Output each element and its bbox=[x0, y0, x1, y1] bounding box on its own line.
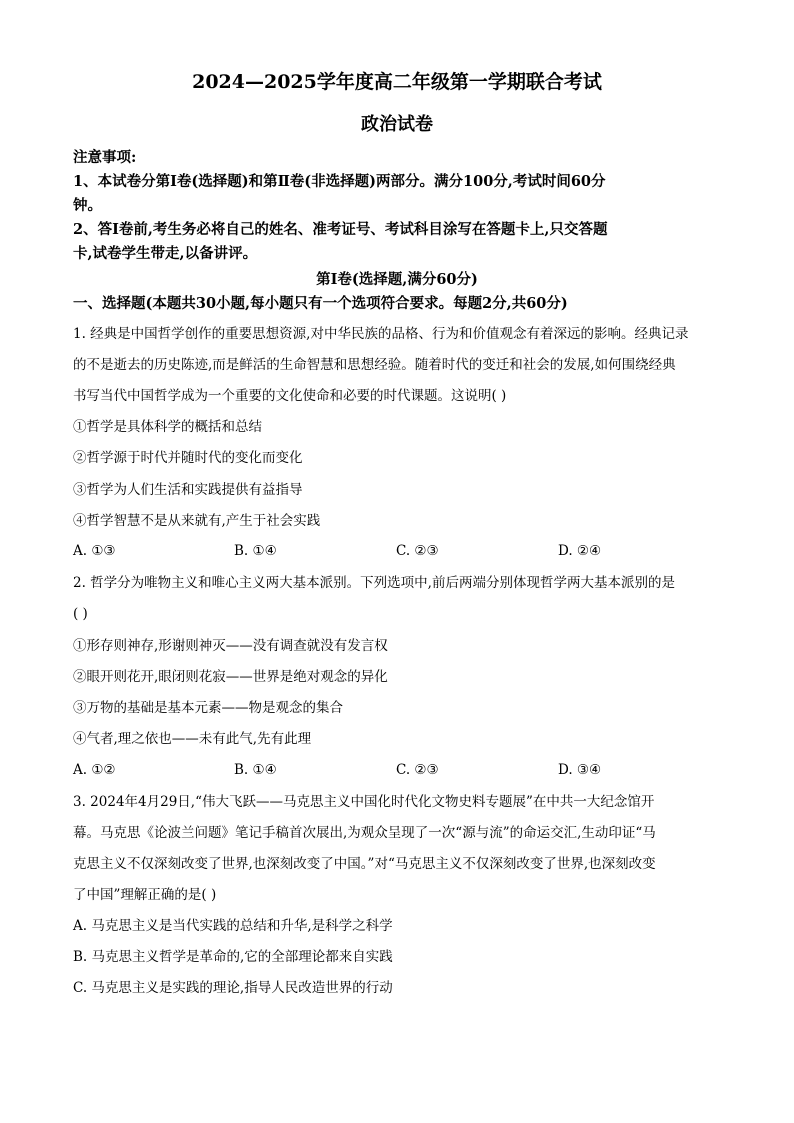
notice-item-2: 2、答Ⅰ卷前,考生务必将自己的姓名、准考证号、考试科目涂写在答题卡上,只交答题 bbox=[73, 221, 608, 238]
q2-option-d: D. ③④ bbox=[558, 762, 602, 778]
q1-option-a: A. ①③ bbox=[73, 543, 116, 559]
section-instructions: 一、选择题(本题共30小题,每小题只有一个选项符合要求。每题2分,共60分) bbox=[73, 295, 568, 312]
notice-item-2-cont: 卡,试卷学生带走,以备讲评。 bbox=[73, 245, 258, 262]
notice-item-1: 1、本试卷分第Ⅰ卷(选择题)和第Ⅱ卷(非选择题)两部分。满分100分,考试时间60分 bbox=[73, 173, 606, 190]
q1-option-d: D. ②④ bbox=[558, 543, 602, 559]
q1-stem-line1: 1. 经典是中国哲学创作的重要思想资源,对中华民族的品格、行为和价值观念有着深远的影响。经典记录 bbox=[73, 326, 689, 342]
q3-option-b: B. 马克思主义哲学是革命的,它的全部理论都来自实践 bbox=[73, 949, 393, 965]
q3-option-a: A. 马克思主义是当代实践的总结和升华,是科学之科学 bbox=[73, 918, 393, 934]
q1-statement-2: ②哲学源于时代并随时代的变化而变化 bbox=[73, 450, 303, 466]
q1-statement-3: ③哲学为人们生活和实践提供有益指导 bbox=[73, 482, 303, 498]
q1-stem-line3: 书写当代中国哲学成为一个重要的文化使命和必要的时代课题。这说明( ) bbox=[73, 388, 507, 404]
q3-stem-line3: 克思主义不仅深刻改变了世界,也深刻改变了中国。”对“马克思主义不仅深刻改变了世界,也深刻改变 bbox=[73, 856, 656, 872]
exam-subject: 政治试卷 bbox=[361, 114, 433, 135]
q2-option-b: B. ①④ bbox=[234, 762, 277, 778]
q3-stem-line1: 3. 2024年4月29日,“伟大飞跃——马克思主义中国化时代化文物史料专题展”在中共一大纪念馆开 bbox=[73, 794, 655, 810]
q3-option-c: C. 马克思主义是实践的理论,指导人民改造世界的行动 bbox=[73, 980, 393, 996]
q3-stem-line4: 了中国”理解正确的是( ) bbox=[73, 887, 217, 903]
q1-statement-4: ④哲学智慧不是从来就有,产生于社会实践 bbox=[73, 513, 321, 529]
q1-option-c: C. ②③ bbox=[396, 543, 439, 559]
q2-statement-3: ③万物的基础是基本元素——物是观念的集合 bbox=[73, 700, 343, 716]
notice-heading: 注意事项: bbox=[73, 149, 137, 166]
q2-statement-4: ④气者,理之依也——未有此气,先有此理 bbox=[73, 731, 312, 747]
q2-stem-line1: 2. 哲学分为唯物主义和唯心主义两大基本派别。下列选项中,前后两端分别体现哲学两大基本派别的是 bbox=[73, 575, 675, 591]
notice-item-1-cont: 钟。 bbox=[73, 197, 102, 214]
q2-statement-1: ①形存则神存,形谢则神灭——没有调查就没有发言权 bbox=[73, 638, 388, 654]
exam-title: 2024—2025学年度高二年级第一学期联合考试 bbox=[192, 71, 602, 93]
q2-option-a: A. ①② bbox=[73, 762, 116, 778]
q1-stem-line2: 的不是逝去的历史陈迹,而是鲜活的生命智慧和思想经验。随着时代的变迁和社会的发展,如何围绕经典 bbox=[73, 357, 676, 373]
q1-statement-1: ①哲学是具体科学的概括和总结 bbox=[73, 419, 262, 435]
q2-statement-2: ②眼开则花开,眼闭则花寂——世界是绝对观念的异化 bbox=[73, 669, 388, 685]
q2-stem-line2: ( ) bbox=[73, 606, 88, 622]
q3-stem-line2: 幕。马克思《论波兰问题》笔记手稿首次展出,为观众呈现了一次“源与流”的命运交汇,生动印证“马 bbox=[73, 825, 656, 841]
part-title: 第Ⅰ卷(选择题,满分60分) bbox=[316, 271, 478, 288]
q2-option-c: C. ②③ bbox=[396, 762, 439, 778]
q1-option-b: B. ①④ bbox=[234, 543, 277, 559]
